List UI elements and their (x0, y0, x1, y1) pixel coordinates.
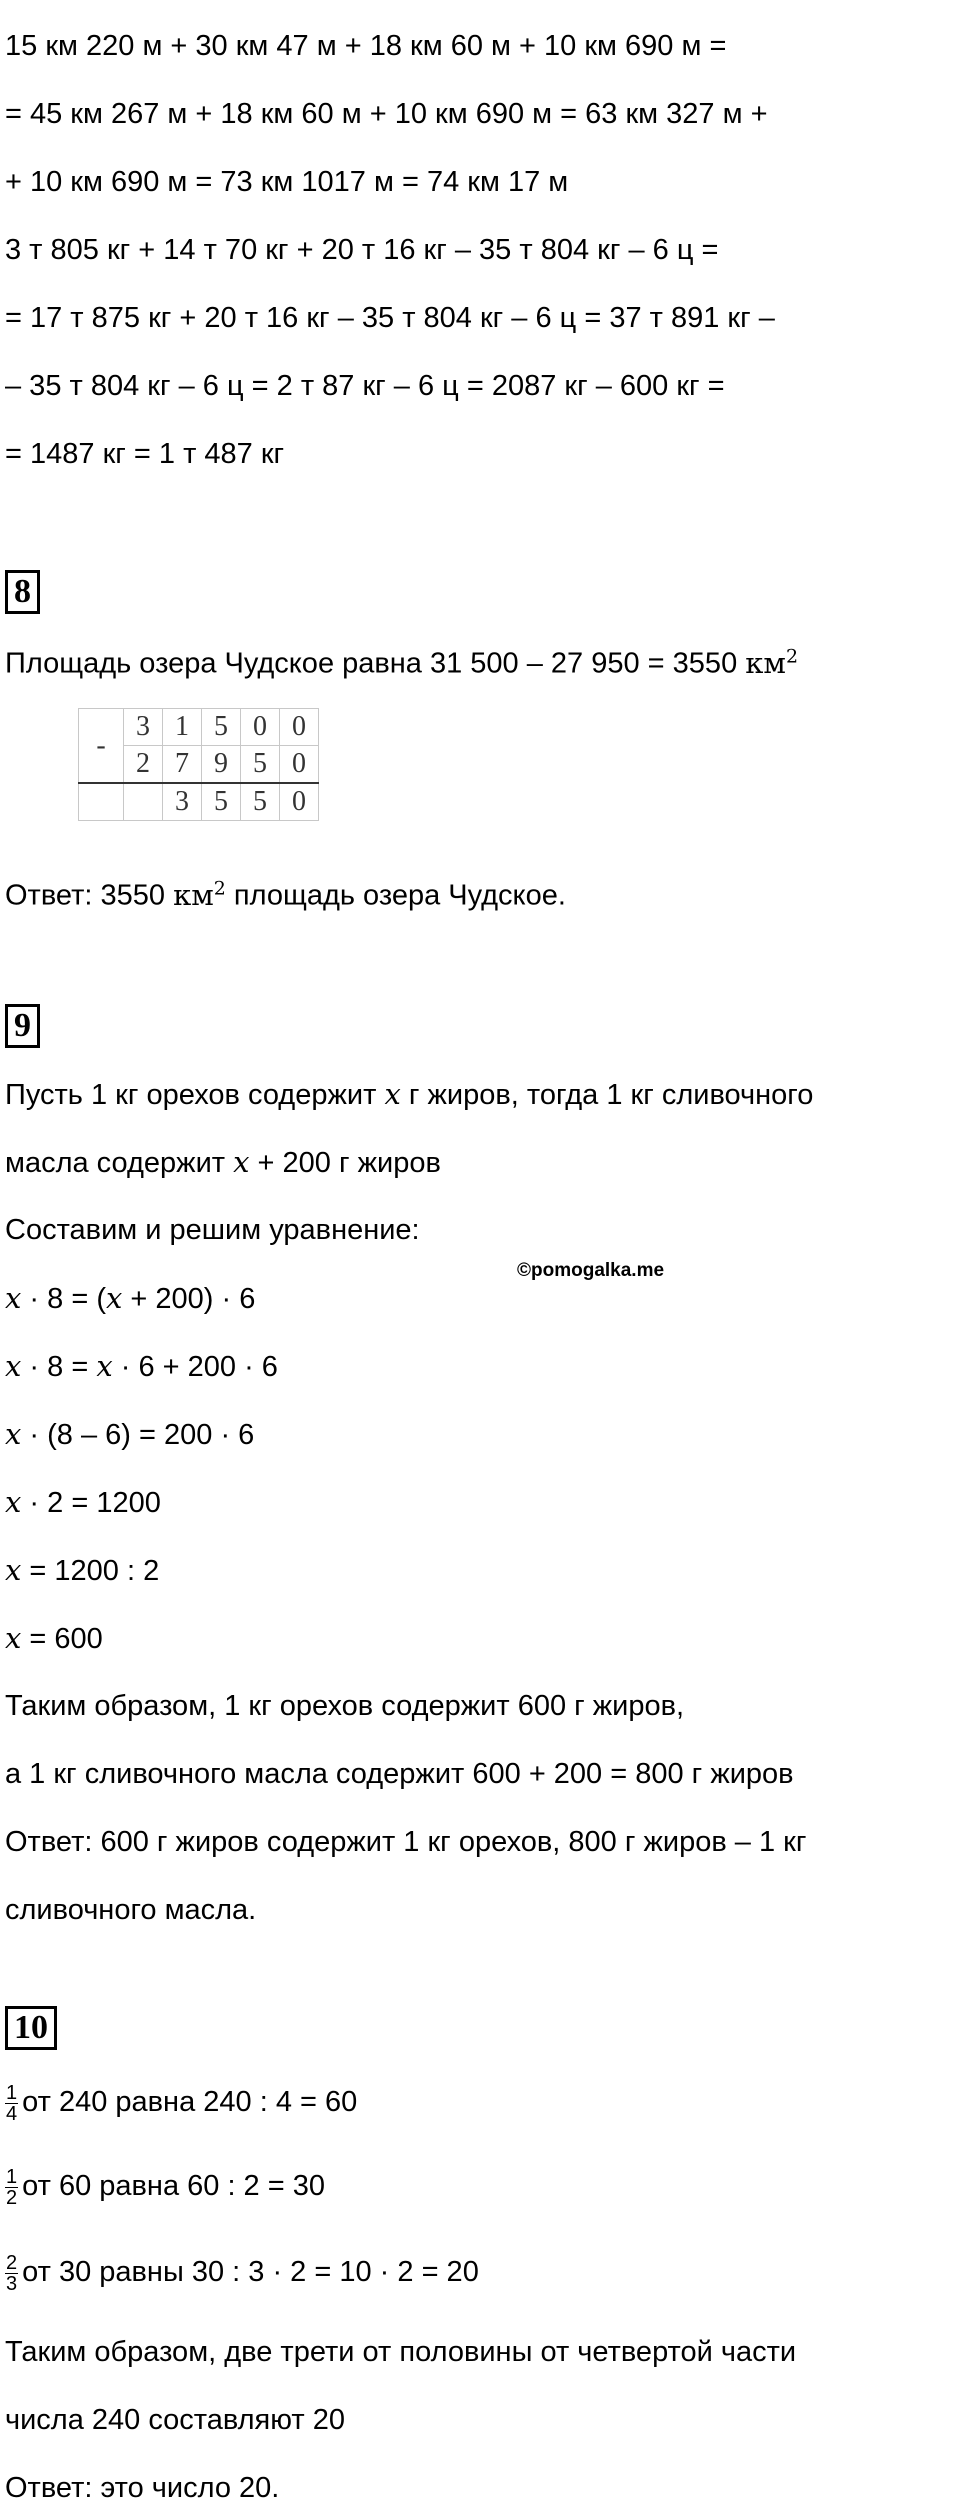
digit: 5 (241, 783, 280, 821)
equation-line: x = 1200 : 2 (5, 1553, 160, 1587)
digit: 0 (241, 709, 280, 746)
task8-line1 (5, 638, 798, 682)
digit: 5 (202, 709, 241, 746)
digit: 3 (163, 783, 202, 821)
text-line: – 35 т 804 кг – 6 ц = 2 т 87 кг – 6 ц = 2087 кг – 600 кг = (5, 370, 725, 402)
fraction: $\frac{2}{3}$ (6, 2251, 18, 2295)
digit: 5 (202, 783, 241, 821)
task9-line3: Составим и решим уравнение: (5, 1214, 420, 1246)
digit: 7 (163, 746, 202, 784)
text-line: а 1 кг сливочного масла содержит 600 + 200 = 800 г жиров (5, 1758, 794, 1790)
fraction-line: $\frac{1}{2}$ от 60 равна 60 : 2 = 30 (6, 2165, 325, 2209)
text-line: числа 240 составляют 20 (5, 2404, 345, 2436)
subtraction-column (78, 708, 319, 821)
equation-line: x · 2 = 1200 (5, 1485, 161, 1519)
digit: 2 (124, 746, 163, 784)
operator: - (79, 709, 124, 784)
digit: 3 (124, 709, 163, 746)
task9-line2: масла содержит x + 200 г жиров (5, 1145, 441, 1179)
fraction-line: $\frac{1}{4}$ от 240 равна 240 : 4 = 60 (6, 2081, 358, 2125)
task9-line1: Пусть 1 кг орехов содержит x г жиров, тогда 1 кг сливочного (5, 1077, 814, 1111)
task-number-10: 10 (5, 2006, 57, 2050)
fraction: $\frac{1}{4}$ (6, 2081, 18, 2125)
empty-cell (79, 783, 124, 821)
text-line: = 17 т 875 кг + 20 т 16 кг – 35 т 804 кг – 6 ц = 37 т 891 кг – (5, 302, 775, 334)
task9-answer: Ответ: 600 г жиров содержит 1 кг орехов, 800 г жиров – 1 кг (5, 1826, 807, 1858)
fraction: $\frac{1}{2}$ (6, 2165, 18, 2209)
text-line: сливочного масла. (5, 1894, 257, 1926)
text-line: Таким образом, 1 кг орехов содержит 600 г жиров, (5, 1690, 685, 1722)
watermark: ©pomogalka.me (517, 1260, 665, 1281)
text-line: = 1487 кг = 1 т 487 кг (5, 438, 285, 470)
text-line: Таким образом, две трети от половины от четвертой части (5, 2336, 797, 2368)
digit (124, 783, 163, 821)
text-line: 3 т 805 кг + 14 т 70 кг + 20 т 16 кг – 35 т 804 кг – 6 ц = (5, 234, 719, 266)
digit: 0 (280, 783, 319, 821)
fraction-line: $\frac{2}{3}$ от 30 равны 30 : 3 · 2 = 10 · 2 = 20 (6, 2251, 479, 2295)
equation-line: x = 600 (5, 1621, 103, 1655)
task-number-8: 8 (5, 570, 40, 614)
text-line: = 45 км 267 м + 18 км 60 м + 10 км 690 м = 63 км 327 м + (5, 98, 768, 130)
task-number-9: 9 (5, 1004, 40, 1048)
task8-answer: Ответ: 3550 $км^2$ площадь озера Чудское. (5, 877, 566, 912)
task8-text: Площадь озера Чудское равна 31 500 – 27 950 = 3550 (5, 647, 738, 680)
area-unit: $км^2$ (173, 877, 226, 912)
equation-line: x · (8 – 6) = 200 · 6 (5, 1417, 255, 1451)
digit: 9 (202, 746, 241, 784)
text-line: + 10 км 690 м = 73 км 1017 м = 74 км 17 м (5, 166, 569, 198)
equation-line: x · 8 = (x + 200) · 6 (5, 1281, 256, 1315)
digit: 5 (241, 746, 280, 784)
area-unit: $км^2$ (745, 645, 799, 680)
digit: 0 (280, 709, 319, 746)
equation-line: x · 8 = x · 6 + 200 · 6 (5, 1349, 278, 1383)
text-line: 15 км 220 м + 30 км 47 м + 18 км 60 м + 10 км 690 м = (5, 30, 727, 62)
digit: 0 (280, 746, 319, 784)
task10-answer: Ответ: это число 20. (5, 2472, 280, 2504)
digit: 1 (163, 709, 202, 746)
